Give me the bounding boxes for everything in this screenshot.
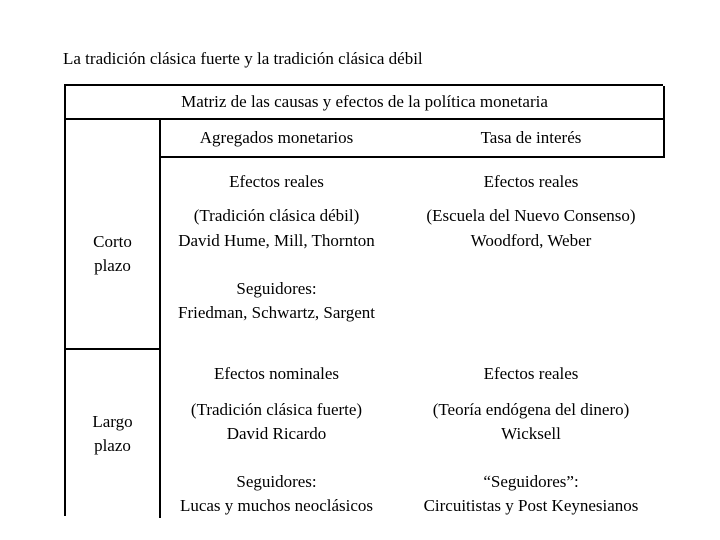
- row-label-short-run: [66, 230, 159, 278]
- column-header-monetary-aggregates: Agregados monetarios: [199, 128, 354, 147]
- row-label-long-run: [66, 410, 159, 458]
- heading-bottom-border: [66, 118, 665, 120]
- matrix-right-border: [663, 86, 665, 158]
- column-header-interest-rate: Tasa de interés: [480, 128, 582, 147]
- policy-matrix-table: [64, 84, 663, 516]
- cell-effect: Efectos reales: [229, 172, 324, 191]
- cell-followers-label: Seguidores:: [236, 279, 317, 298]
- cell-followers-label: “Seguidores”:: [483, 472, 579, 491]
- cell-tradition: (Tradición clásica débil): [193, 206, 360, 225]
- cell-tradition: (Tradición clásica fuerte): [190, 400, 363, 419]
- cell-effect: Efectos reales: [483, 172, 579, 191]
- cell-tradition: (Escuela del Nuevo Consenso): [426, 206, 636, 225]
- cell-authors: Woodford, Weber: [470, 231, 592, 250]
- cell-authors: David Ricardo: [226, 424, 327, 443]
- cell-tradition: (Teoría endógena del dinero): [432, 400, 630, 419]
- cell-followers: Friedman, Schwartz, Sargent: [177, 303, 376, 322]
- row-label-line: plazo: [94, 436, 131, 455]
- cell-followers-label: Seguidores:: [236, 472, 317, 491]
- row-label-line: Corto: [93, 232, 132, 251]
- cell-followers: Lucas y muchos neoclásicos: [179, 496, 374, 515]
- page-title: La tradición clásica fuerte y la tradición clásica débil: [63, 49, 423, 68]
- matrix-heading: Matriz de las causas y efectos de la política monetaria: [181, 92, 548, 111]
- column-header-bottom-border: [159, 156, 665, 158]
- cell-followers: Circuitistas y Post Keynesianos: [423, 496, 639, 515]
- row-label-line: Largo: [92, 412, 133, 431]
- row-label-line: plazo: [94, 256, 131, 275]
- cell-authors: David Hume, Mill, Thornton: [178, 231, 375, 250]
- row-separator: [66, 348, 159, 350]
- cell-authors: Wicksell: [501, 424, 561, 443]
- cell-effect: Efectos reales: [483, 364, 579, 383]
- cell-effect: Efectos nominales: [213, 364, 340, 383]
